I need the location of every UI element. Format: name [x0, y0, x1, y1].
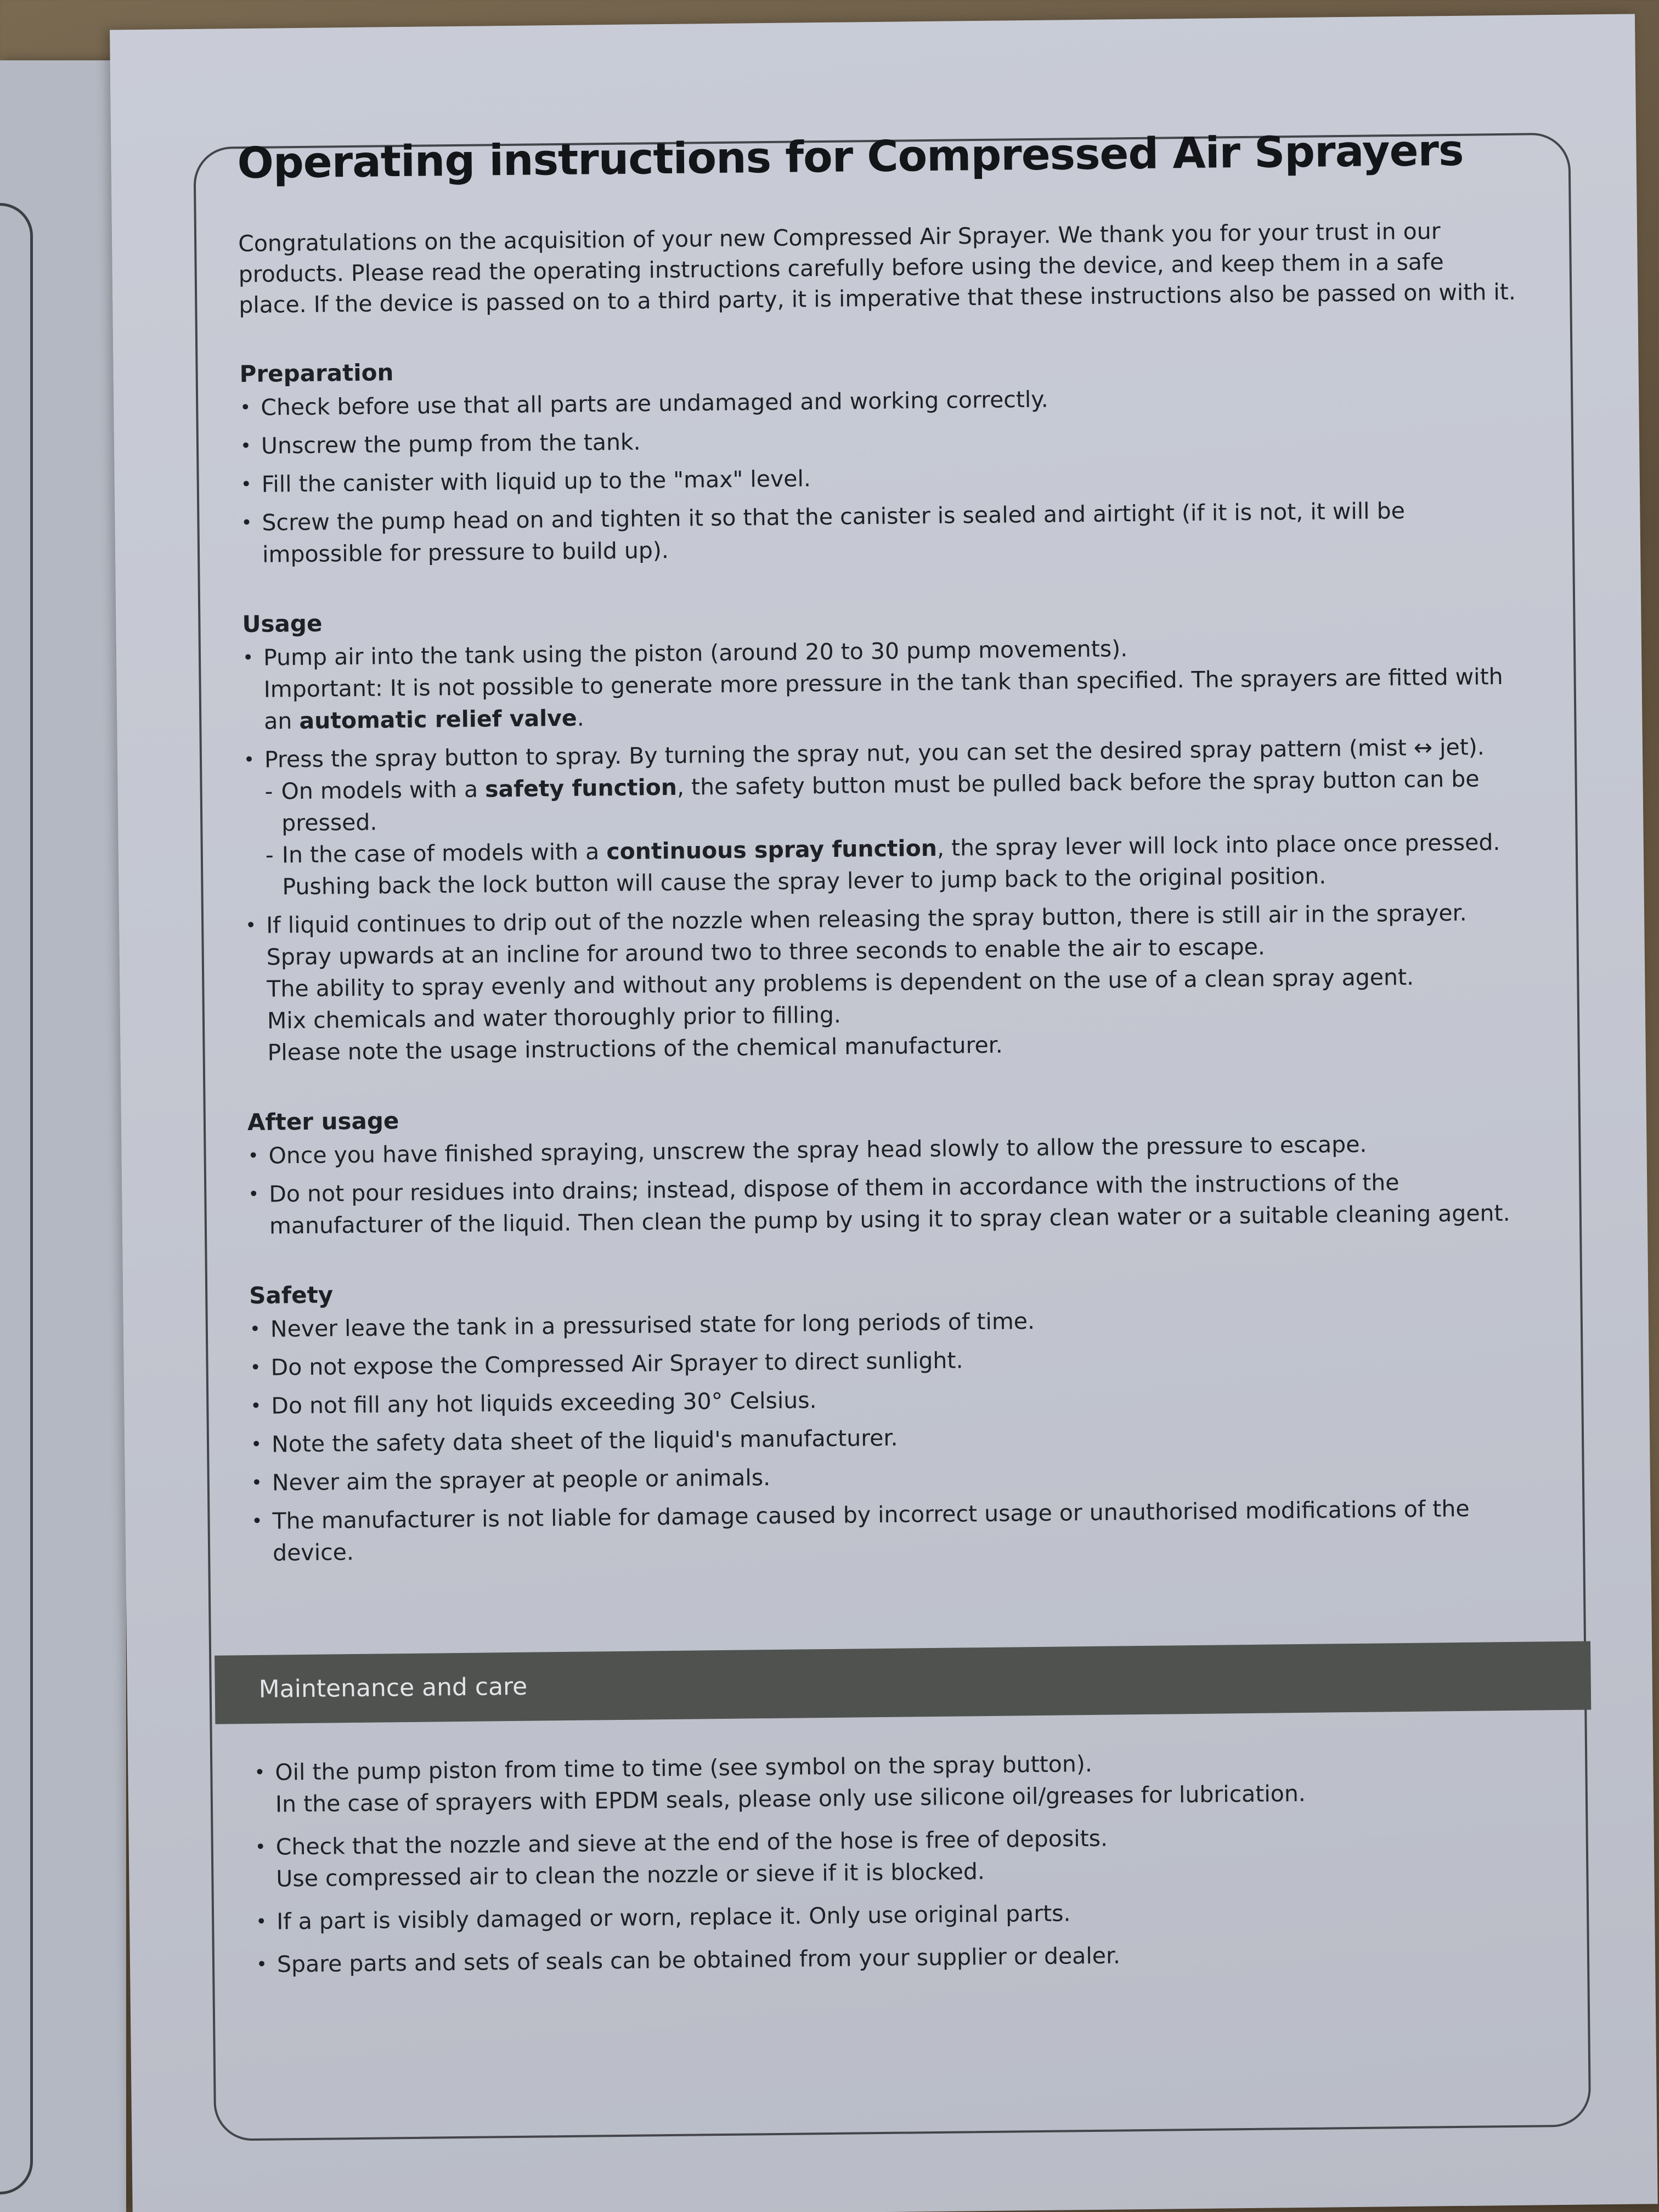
left-page-frame [0, 203, 33, 2194]
list-item: • The manufacturer is not liable for damage caused by incorrect usage or unauthorised modifications of the device. [251, 1492, 1534, 1568]
list-item: • Once you have finished spraying, unscrew the spray head slowly to allow the pressure to escape. [247, 1126, 1530, 1171]
usage-item-1-end: . [577, 704, 584, 731]
list-item: • Note the safety data sheet of the liquid's manufacturer. [251, 1415, 1533, 1460]
maintenance-item-1-line-1: • Oil the pump piston from time to time (see symbol on the spray button). [275, 1750, 1093, 1786]
maintenance-heading: Maintenance and care [258, 1672, 528, 1703]
sub-text: , the spray lever will lock into place once pressed. Pushing back the lock button will cause the spray lever to jump back to the original position. [282, 828, 1500, 900]
list-item: • Never aim the sprayer at people or animals. [251, 1453, 1534, 1498]
list-item: • Fill the canister with liquid up to the "max" level. [240, 455, 1523, 500]
preparation-heading: Preparation [239, 358, 394, 387]
preparation-section [239, 345, 1580, 571]
list-item: • Never leave the tank in a pressurised state for long periods of time. [250, 1300, 1532, 1345]
after-usage-list [247, 1126, 1587, 1242]
sub-bold: continuous spray function [606, 834, 938, 865]
list-item: • Check before use that all parts are undamaged and working correctly. [240, 378, 1522, 423]
maintenance-section [254, 1743, 1573, 1991]
safety-list [250, 1299, 1591, 1569]
safety-heading: Safety [249, 1281, 334, 1309]
list-item: • Unscrew the pump from the tank. [240, 416, 1523, 461]
after-usage-section [247, 1093, 1587, 1242]
list-item: • If a part is visibly damaged or worn, replace it. Only use original parts. [256, 1892, 1538, 1937]
list-item [244, 730, 1528, 902]
list-item: • Do not fill any hot liquids exceeding 30° Celsius. [250, 1376, 1533, 1421]
list-item: • Do not pour residues into drains; instead, dispose of them in accordance with the instructions of the manufacturer of the liquid. Then clean the pump by using it to spray clean water or a suitable cleaning agent. [248, 1165, 1531, 1242]
list-item [245, 896, 1530, 1068]
main-content [237, 125, 1590, 1576]
maintenance-item-2-line-2: Use compressed air to clean the nozzle or sieve if it is blocked. [276, 1858, 985, 1892]
usage-sub-item-continuous [266, 826, 1528, 902]
list-item: • Do not expose the Compressed Air Sprayer to direct sunlight. [250, 1338, 1532, 1383]
usage-item-3-line-3: Mix chemicals and water thoroughly prior to filling. [267, 1001, 842, 1034]
maintenance-item-1-line-2: In the case of sprayers with EPDM seals, please only use silicone oil/greases for lubrication. [275, 1780, 1306, 1818]
left-page-edge [0, 60, 126, 2212]
usage-item-1-line-2: Important: It is not possible to generate more pressure in the tank than specified. The sprayers are fitted with an [263, 663, 1503, 735]
page-title: Operating instructions for Compressed Air Sprayers [237, 126, 1464, 189]
sub-text: In the case of models with a [281, 838, 607, 868]
usage-heading: Usage [242, 610, 323, 637]
usage-item-3-line-2: The ability to spray evenly and without any problems is dependent on the use of a clean spray agent. [267, 963, 1414, 1002]
list-item [242, 628, 1526, 737]
list-item: • Spare parts and sets of seals can be obtained from your supplier or dealer. [256, 1935, 1539, 1980]
maintenance-item-2-line-1: • Check that the nozzle and sieve at the end of the hose is free of deposits. [275, 1825, 1108, 1860]
usage-item-3-line-1: • If liquid continues to drip out of the nozzle when releasing the spray button, there is still air in the sprayer. Spray upwards at an incline for around two to three seconds to enable the air to escape. [266, 899, 1467, 970]
list-item [255, 1818, 1538, 1894]
list-item: • Screw the pump head on and tighten it so that the canister is sealed and airtight (if it is not, it will be impossible for pressure to build up). [241, 493, 1524, 570]
sub-text: , the safety button must be pulled back before the spray button can be pressed. [281, 765, 1480, 836]
usage-item-2-line-1: • Press the spray button to spray. By turning the spray nut, you can set the desired spray pattern (mist ↔ jet). [264, 733, 1485, 773]
usage-item-1-line-1: • Pump air into the tank using the piston (around 20 to 30 pump movements). [263, 635, 1128, 671]
sub-text: On models with a [281, 776, 486, 804]
safety-section [249, 1266, 1590, 1569]
usage-section [242, 595, 1585, 1069]
usage-list [242, 628, 1585, 1069]
preparation-list [240, 377, 1580, 571]
maintenance-list [254, 1743, 1573, 1980]
usage-item-3-line-4: Please note the usage instructions of the chemical manufacturer. [267, 1031, 1003, 1066]
instruction-sheet [110, 14, 1658, 2212]
intro-paragraph: Congratulations on the acquisition of your new Compressed Air Sprayer. We thank you for your trust in our products. Please read the operating instructions carefully before using the device, and keep them in a safe place. If the device is passed on to a third party, it is imperative that these instructions also be passed on with it. [238, 217, 1516, 318]
maintenance-heading-band [215, 1641, 1591, 1724]
list-item [254, 1743, 1537, 1820]
after-usage-heading: After usage [247, 1107, 399, 1136]
sub-bold: safety function [484, 774, 678, 803]
usage-item-1-bold: automatic relief valve [299, 704, 577, 734]
